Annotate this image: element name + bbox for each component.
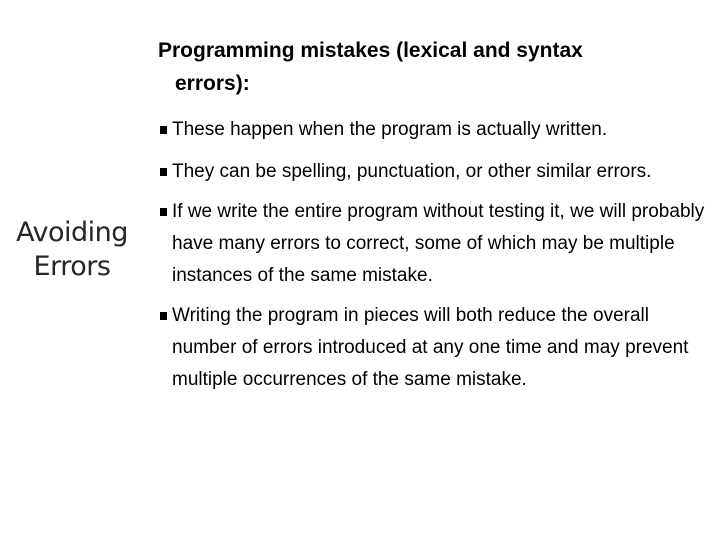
slide-title-line-1: Avoiding [16,217,128,248]
square-bullet-icon [160,312,167,320]
content-heading [158,34,718,100]
slide-content [158,34,718,396]
bullet-item [158,196,718,292]
slide-title-line-2: Errors [33,251,111,282]
bullet-item [158,300,718,396]
content-heading-line-2: errors): [175,72,250,95]
square-bullet-icon [160,208,167,216]
bullet-text: If we write the entire program without testing it, we will probably have many errors to correct, some of which may be multiple instances of the same mistake. [172,201,705,286]
bullet-list [158,114,718,396]
bullet-text: They can be spelling, punctuation, or other similar errors. [172,161,652,182]
bullet-item [158,114,718,146]
slide-title [12,216,132,284]
square-bullet-icon [160,126,167,134]
square-bullet-icon [160,168,167,176]
bullet-text: Writing the program in pieces will both reduce the overall number of errors introduced at any one time and may prevent multiple occurrences of the same mistake. [172,305,689,390]
content-heading-line-1: Programming mistakes (lexical and syntax [158,39,583,62]
bullet-text: These happen when the program is actually written. [172,119,608,140]
bullet-item [158,156,718,188]
